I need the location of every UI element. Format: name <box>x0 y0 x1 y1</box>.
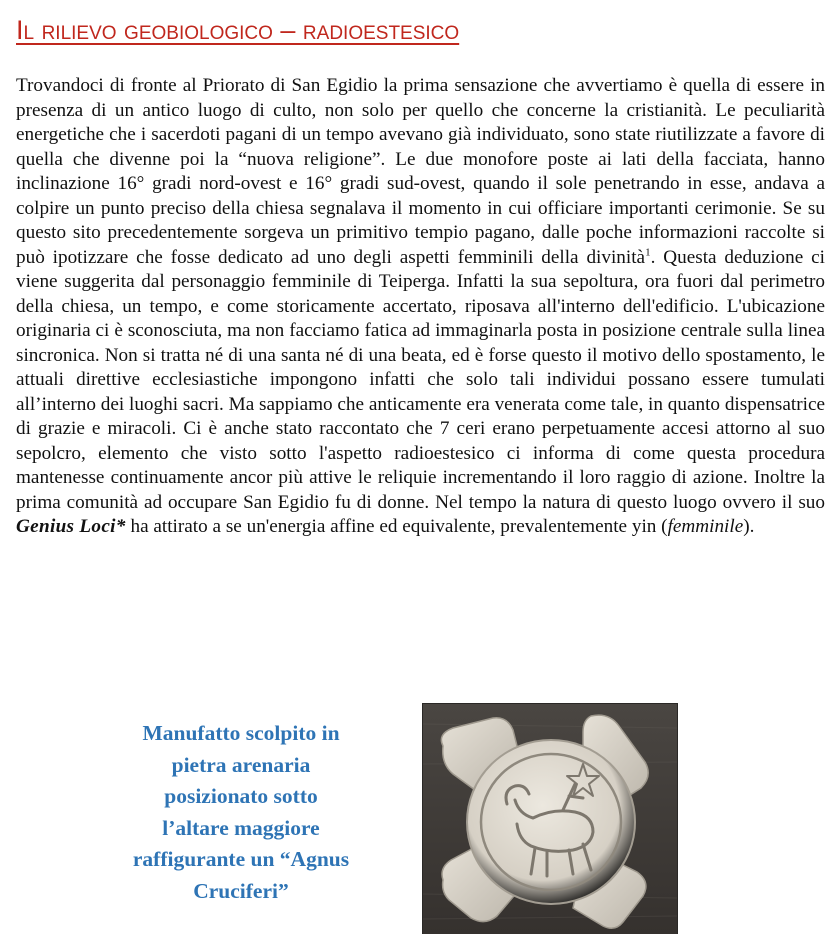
caption-line: pietra arenaria <box>171 752 311 777</box>
caption-line: l’altare maggiore <box>162 815 320 840</box>
paragraph-text-part4: ). <box>743 516 755 537</box>
sculpture-illustration <box>423 704 677 934</box>
paragraph-text-part1: Trovandoci di fronte al Priorato di San Egidio la prima sensazione che avvertiamo è quella di essere in presenza di un antico luogo di culto, non solo per quello che concerne la cristianità. Le peculiarità energetiche che i sacerdoti pagani di un tempo avevano già individuato, sono state riutilizzate a favore di quella che divenne poi la “nuova religione”. Le due monofore poste ai lati della facciata, hanno inclinazione 16° gradi nord-ovest e 16° gradi sud-ovest, quando il sole penetrando in esse, andava a colpire un punto preciso della chiesa segnalava il momento in cui officiare importanti cerimonie. Se su questo sito precedentemente sorgeva un primitivo tempio pagano, dalle poche informazioni raccolte si può ipotizzare che fosse dedicato ad uno degli aspetti femminili della divinità <box>16 75 825 268</box>
paragraph-text-part2: . Questa deduzione ci viene suggerita dal personaggio femminile di Teiperga. Infatti la sua sepoltura, ora fuori dal perimetro della chiesa, un tempo, e come storicamente accertato, riposava all'interno dell'edificio. L'ubicazione originaria ci è sconosciuta, ma non facciamo fatica ad immaginarla posta in posizione centrale sulla linea sincronica. Non si tratta né di una santa né di una beata, ed è forse questo il motivo dello spostamento, le attuali direttive ecclesiastiche impongono infatti che solo tali individui possano essere tumulati all’interno dei luoghi sacri. Ma sappiamo che anticamente era venerata come tale, in quanto dispensatrice di grazie e miracoli. Ci è anche stato raccontato che 7 ceri erano perpetuamente accesi attorno al suo sepolcro, elemento che visto sotto l'aspetto radioestesico ci informa di come questa procedura mantenesse continuamente ancor più attive le reliquie incrementando il loro raggio di azione. Inoltre la prima comunità ad occupare San Egidio fu di donne. Nel tempo la natura di questo luogo ovvero il suo <box>16 246 825 513</box>
paragraph-text-part3: ha attirato a se un'energia affine ed equivalente, prevalentemente yin ( <box>125 516 668 537</box>
genius-loci-term: Genius Loci* <box>16 516 126 537</box>
caption-line: Cruciferi” <box>193 878 289 903</box>
caption-line: posizionato sotto <box>164 784 318 808</box>
femminile-term: femminile <box>667 516 744 537</box>
caption-line: Manufatto scolpito in <box>142 721 340 745</box>
section-heading: Il rilievo geobiologico – radioestesico <box>16 15 460 45</box>
body-paragraph <box>16 74 825 540</box>
stone-medallion <box>467 740 635 904</box>
agnus-cruciferi-photo <box>423 704 677 934</box>
footnote-reference[interactable]: 1 <box>645 246 651 259</box>
caption-line: raffigurante un “Agnus <box>132 847 350 871</box>
image-caption <box>110 718 372 907</box>
